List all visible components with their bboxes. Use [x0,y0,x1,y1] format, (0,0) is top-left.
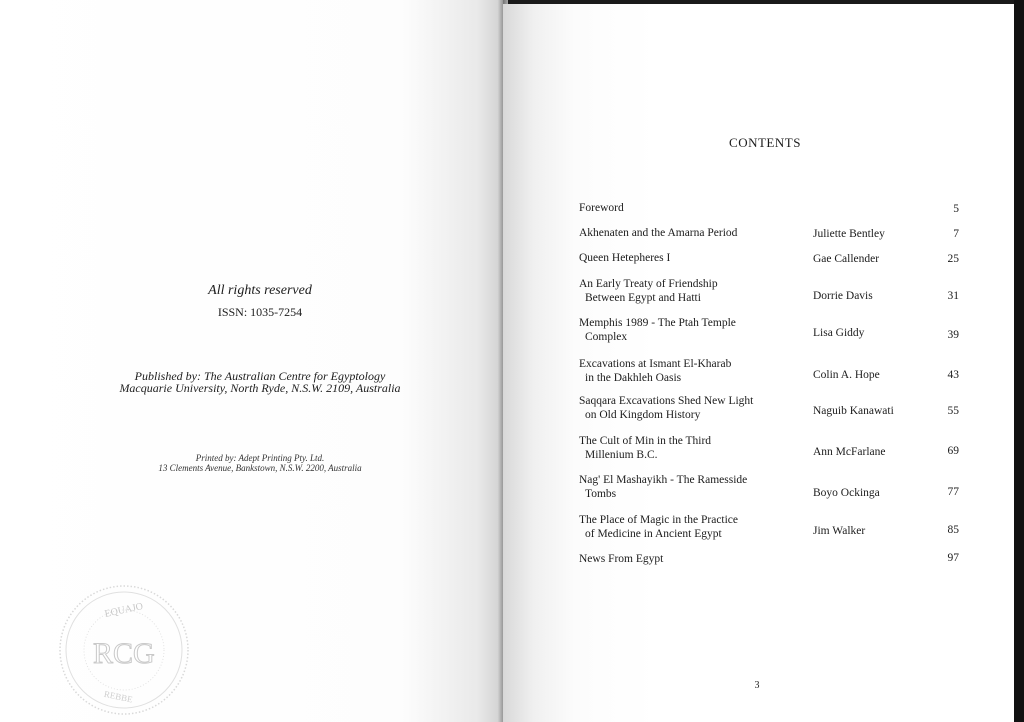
toc-entry-title [579,201,809,215]
publisher-line-2: Macquarie University, North Ryde, N.S.W. 2109, Australia [119,381,401,395]
toc-entry-author: Naguib Kanawati [813,405,894,417]
toc-title-line-2: in the Dakhleh Oasis [585,372,682,384]
toc-entry [579,394,959,426]
toc-entry-page: 77 [947,486,959,498]
toc-entry [579,513,959,545]
toc-title-line-2: Millenium B.C. [585,449,658,461]
toc-entry-title [579,277,809,305]
toc-title-line-2: Complex [585,331,628,343]
toc-title-line-1: The Place of Magic in the Practice [579,514,739,526]
toc-entry [579,473,959,505]
toc-entry-title [579,357,809,385]
toc-title-line-1: Queen Hetepheres I [579,252,671,264]
toc-entry-author: Gae Callender [813,253,880,265]
toc-entry-title [579,473,809,501]
page-edge [1014,0,1024,722]
toc-entry-title [579,552,809,566]
toc-entry [579,552,959,584]
toc-title-line-1: News From Egypt [579,553,664,565]
toc-title-line-2: Tombs [585,488,617,500]
toc-entry-page: 31 [947,290,959,302]
printer-line-1: Printed by: Adept Printing Pty. Ltd. [195,453,325,463]
stamp-center-text: RCG [93,637,155,670]
toc-entry-author: Ann McFarlane [813,446,886,458]
toc-entry-title [579,226,809,240]
toc-entry [579,357,959,389]
toc-entry [579,434,959,466]
toc-entry-author: Colin A. Hope [813,369,880,381]
printer-line-2: 13 Clements Avenue, Bankstown, N.S.W. 2200, Australia [158,463,362,473]
toc-entry-page: 85 [947,524,959,536]
toc-title-line-1: Memphis 1989 - The Ptah Temple [579,317,736,329]
toc-entry [579,277,959,309]
toc-entry-page: 25 [947,253,959,265]
toc-entry [579,316,959,348]
publisher-line-1: Published by: The Australian Centre for Egyptology [134,369,386,383]
toc-entry-title [579,434,809,462]
toc-title-line-1: Saqqara Excavations Shed New Light [579,395,754,407]
toc-title-line-2: Between Egypt and Hatti [585,292,701,304]
toc-entry-page: 39 [947,329,959,341]
toc-title-line-1: An Early Treaty of Friendship [579,278,718,290]
toc-title-line-2: on Old Kingdom History [585,409,701,421]
toc-entry-author: Boyo Ockinga [813,487,880,499]
toc-title-line-1: Akhenaten and the Amarna Period [579,227,738,239]
toc-entry-author: Jim Walker [813,525,866,537]
left-page [0,0,503,722]
contents-heading: CONTENTS [729,135,801,150]
toc-entry-title [579,394,809,422]
toc-title-line-1: Excavations at Ismant El-Kharab [579,358,732,370]
toc-entry-page: 69 [947,445,959,457]
toc-entry-page: 5 [953,203,959,215]
toc-entry-page: 97 [947,552,959,564]
toc-title-line-1: Nag' El Mashayikh - The Ramesside [579,474,748,486]
page-number: 3 [754,680,760,691]
issn: ISSN: 1035-7254 [217,305,303,319]
rights-reserved: All rights reserved [208,283,312,298]
toc-title-line-2: of Medicine in Ancient Egypt [585,528,722,540]
toc-entry-title [579,316,809,344]
toc-entry-page: 55 [947,405,959,417]
stamp-top-text: EQUAJO [103,601,145,620]
toc-entry-page: 43 [947,369,959,381]
toc-entry-author: Dorrie Davis [813,290,873,302]
toc-entry-author: Lisa Giddy [813,327,865,339]
toc-title-line-1: The Cult of Min in the Third [579,435,712,447]
stamp-bottom-text: REBBE [103,688,134,705]
toc-title-line-1: Foreword [579,202,624,214]
toc-entry-page: 7 [953,228,959,240]
library-stamp-icon [57,583,191,717]
toc-entry-title [579,513,809,541]
toc-entry-title [579,251,809,265]
toc-entry-author: Juliette Bentley [813,228,885,240]
